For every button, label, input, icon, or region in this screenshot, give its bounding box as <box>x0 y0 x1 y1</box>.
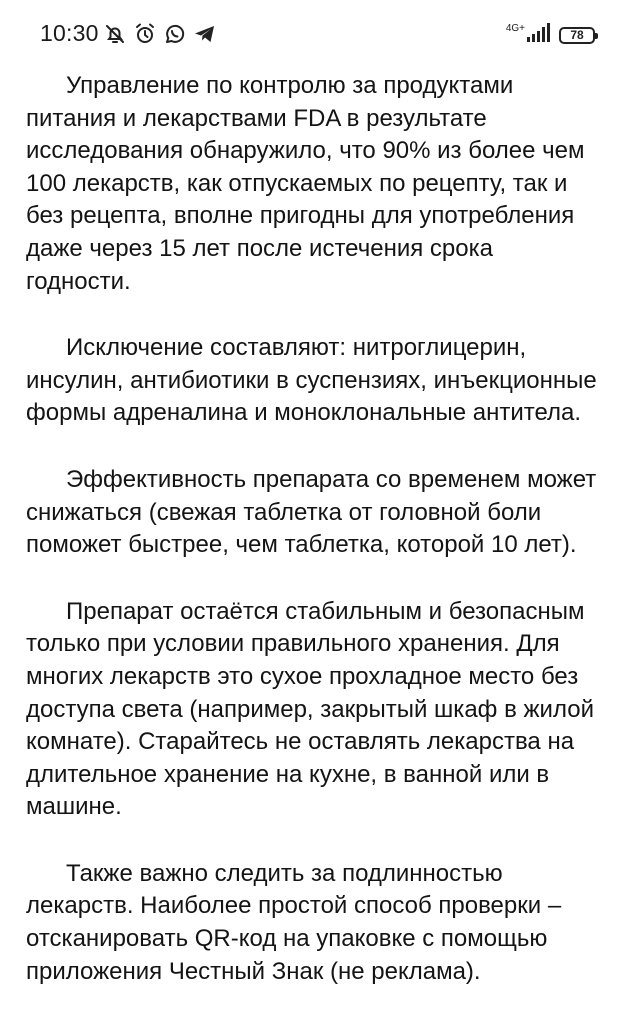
battery-icon <box>559 27 595 44</box>
status-time: 10:30 <box>40 20 99 46</box>
article-paragraph: Исключение составляют: нитроглицерин, инсулин, антибиотики в суспензиях, инъекционные формы адреналина и моноклональные антитела. <box>26 334 597 427</box>
article-paragraph: Препарат остаётся стабильным и безопасным только при условии правильного хранения. Для многих лекарств это сухое прохладное место без доступа света (например, закрытый шкаф в жилой комнате). Старайтесь не оставлять лекарства на длительное хранение на кухне, в ванной или в машине. <box>26 597 594 821</box>
article-paragraph: Также важно следить за подлинностью лекарств. Наиболее простой способ проверки – отсканировать QR-код на упаковке с помощью приложения Честный Знак (не реклама). <box>26 859 562 985</box>
notification-icons <box>103 20 217 48</box>
battery-level: 78 <box>570 28 584 42</box>
alarm-clock-icon <box>133 22 157 46</box>
article-paragraph: Эффективность препарата со временем может снижаться (свежая таблетка от головной боли поможет быстрее, чем таблетка, которой 10 лет). <box>26 465 597 559</box>
network-type-label: 4G+ <box>505 23 525 34</box>
telegram-icon <box>193 22 217 46</box>
status-bar <box>0 0 617 64</box>
signal-icon <box>527 23 553 48</box>
article-body <box>26 70 601 1022</box>
article-paragraph: Управление по контролю за продуктами питания и лекарствами FDA в результате исследования обнаружило, что 90% из более чем 100 лекарств, как отпускаемых по рецепту, так и без рецепта, вполне пригодны для употребления даже через 15 лет после истечения срока годности. <box>26 72 585 295</box>
system-icons <box>506 20 595 50</box>
muted-alarm-icon <box>103 22 127 46</box>
whatsapp-icon <box>163 22 187 46</box>
